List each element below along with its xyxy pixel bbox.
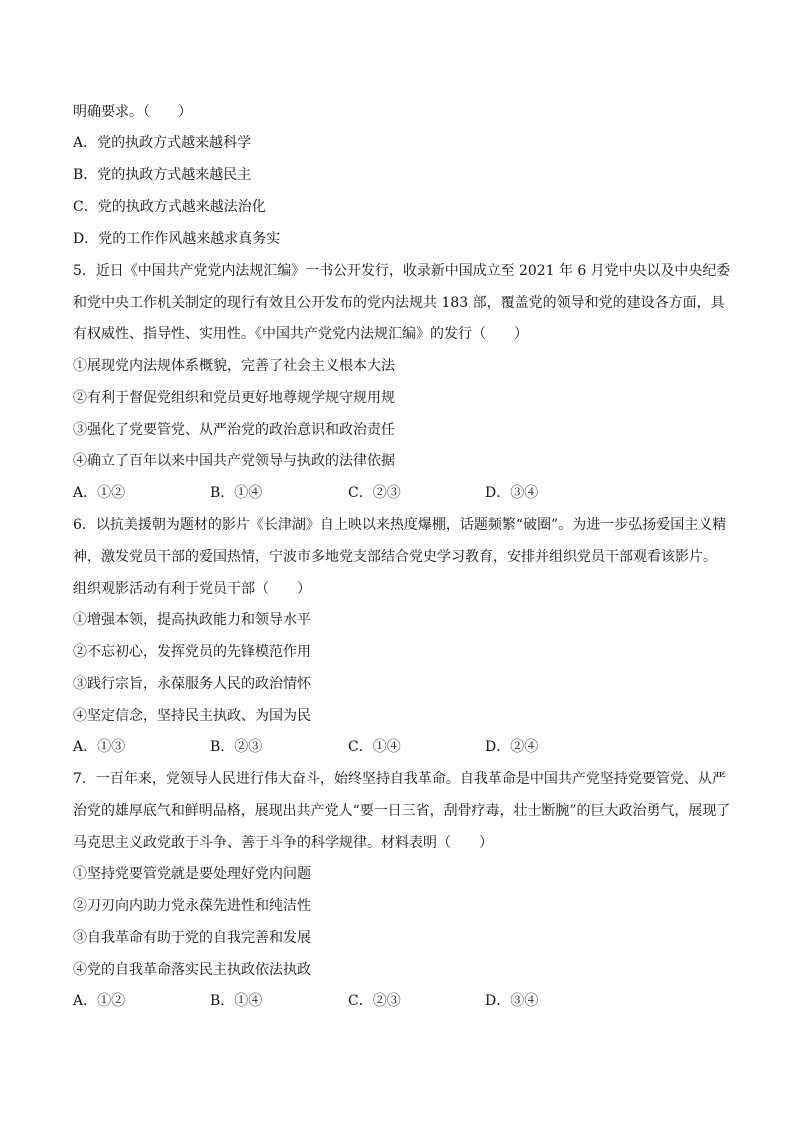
q6-statement-4: ④坚定信念，坚持民主执政、为国为民 xyxy=(73,708,311,724)
q7-choice-a: A．①② xyxy=(73,993,126,1009)
q7-choices xyxy=(73,991,633,1011)
q7-choice-c: C．②③ xyxy=(348,993,401,1009)
q4-option-c: C．党的执政方式越来越法治化 xyxy=(73,199,266,215)
q5-choice-d: D．③④ xyxy=(485,485,539,501)
q6-statement-2: ②不忘初心，发挥党员的先锋模范作用 xyxy=(73,644,311,660)
q4-option-d: D．党的工作作风越来越求真务实 xyxy=(73,231,281,247)
q7-stem-line-1: 7．一百年来，党领导人民进行伟大奋斗，始终坚持自我革命。自我革命是中国共产党坚持党要管党、从严 xyxy=(73,771,726,787)
q5-statement-1: ①展现党内法规体系概貌，完善了社会主义根本大法 xyxy=(73,358,395,374)
q6-stem-line-2: 神，激发党员干部的爱国热情，宁波市多地党支部结合党史学习教育，安排并组织党员干部观看该影片。 xyxy=(73,549,717,565)
q6-choice-c: C．①④ xyxy=(348,739,401,755)
q5-stem-line-3: 有权威性、指导性、实用性。《中国共产党党内法规汇编》的发行（ ） xyxy=(73,326,528,342)
q5-statement-4: ④确立了百年以来中国共产党领导与执政的法律依据 xyxy=(73,453,395,469)
q5-choice-a: A．①② xyxy=(73,485,126,501)
q5-stem-line-2: 和党中央工作机关制定的现行有效且公开发布的党内法规共 183 部，覆盖党的领导和党的建设各方面，具 xyxy=(73,295,725,311)
q6-statement-3: ③践行宗旨，永葆服务人民的政治情怀 xyxy=(73,676,311,692)
q5-statement-3: ③强化了党要管党、从严治党的政治意识和政治责任 xyxy=(73,422,395,438)
q6-choice-b: B．②③ xyxy=(210,739,263,755)
q7-statement-4: ④党的自我革命落实民主执政依法执政 xyxy=(73,962,311,978)
q6-choices xyxy=(73,737,633,757)
q6-statement-1: ①增强本领，提高执政能力和领导水平 xyxy=(73,612,311,628)
q4-option-b: B．党的执政方式越来越民主 xyxy=(73,167,252,183)
q6-stem-line-1: 6．以抗美援朝为题材的影片《长津湖》自上映以来热度爆棚，话题频繁“破圈”。为进一步弘扬爱国主义精 xyxy=(73,517,727,533)
q5-choice-c: C．②③ xyxy=(348,485,401,501)
q4-stem-tail: 明确要求。（ ） xyxy=(73,104,192,120)
q5-stem-line-1: 5．近日《中国共产党党内法规汇编》一书公开发行，收录新中国成立至 2021 年 6 月党中央以及中央纪委 xyxy=(73,263,731,279)
q5-statement-2: ②有利于督促党组织和党员更好地尊规学规守规用规 xyxy=(73,390,395,406)
q6-stem-line-3: 组织观影活动有利于党员干部（ ） xyxy=(73,581,311,597)
q7-statement-1: ①坚持党要管党就是要处理好党内问题 xyxy=(73,866,311,882)
q5-choices xyxy=(73,483,633,503)
q7-choice-d: D．③④ xyxy=(485,993,539,1009)
q7-statement-3: ③自我革命有助于党的自我完善和发展 xyxy=(73,930,311,946)
q7-statement-2: ②刀刃向内助力党永葆先进性和纯洁性 xyxy=(73,898,311,914)
q6-choice-a: A．①③ xyxy=(73,739,126,755)
q5-choice-b: B．①④ xyxy=(210,485,263,501)
q7-stem-line-2: 治党的雄厚底气和鲜明品格，展现出共产党人“要一日三省，刮骨疗毒，壮士断腕”的巨大政治勇气，展现了 xyxy=(73,803,731,819)
q7-choice-b: B．①④ xyxy=(210,993,263,1009)
q4-option-a: A．党的执政方式越来越科学 xyxy=(73,135,252,151)
q6-choice-d: D．②④ xyxy=(485,739,539,755)
q7-stem-line-3: 马克思主义政党敢于斗争、善于斗争的科学规律。材料表明（ ） xyxy=(73,835,493,851)
